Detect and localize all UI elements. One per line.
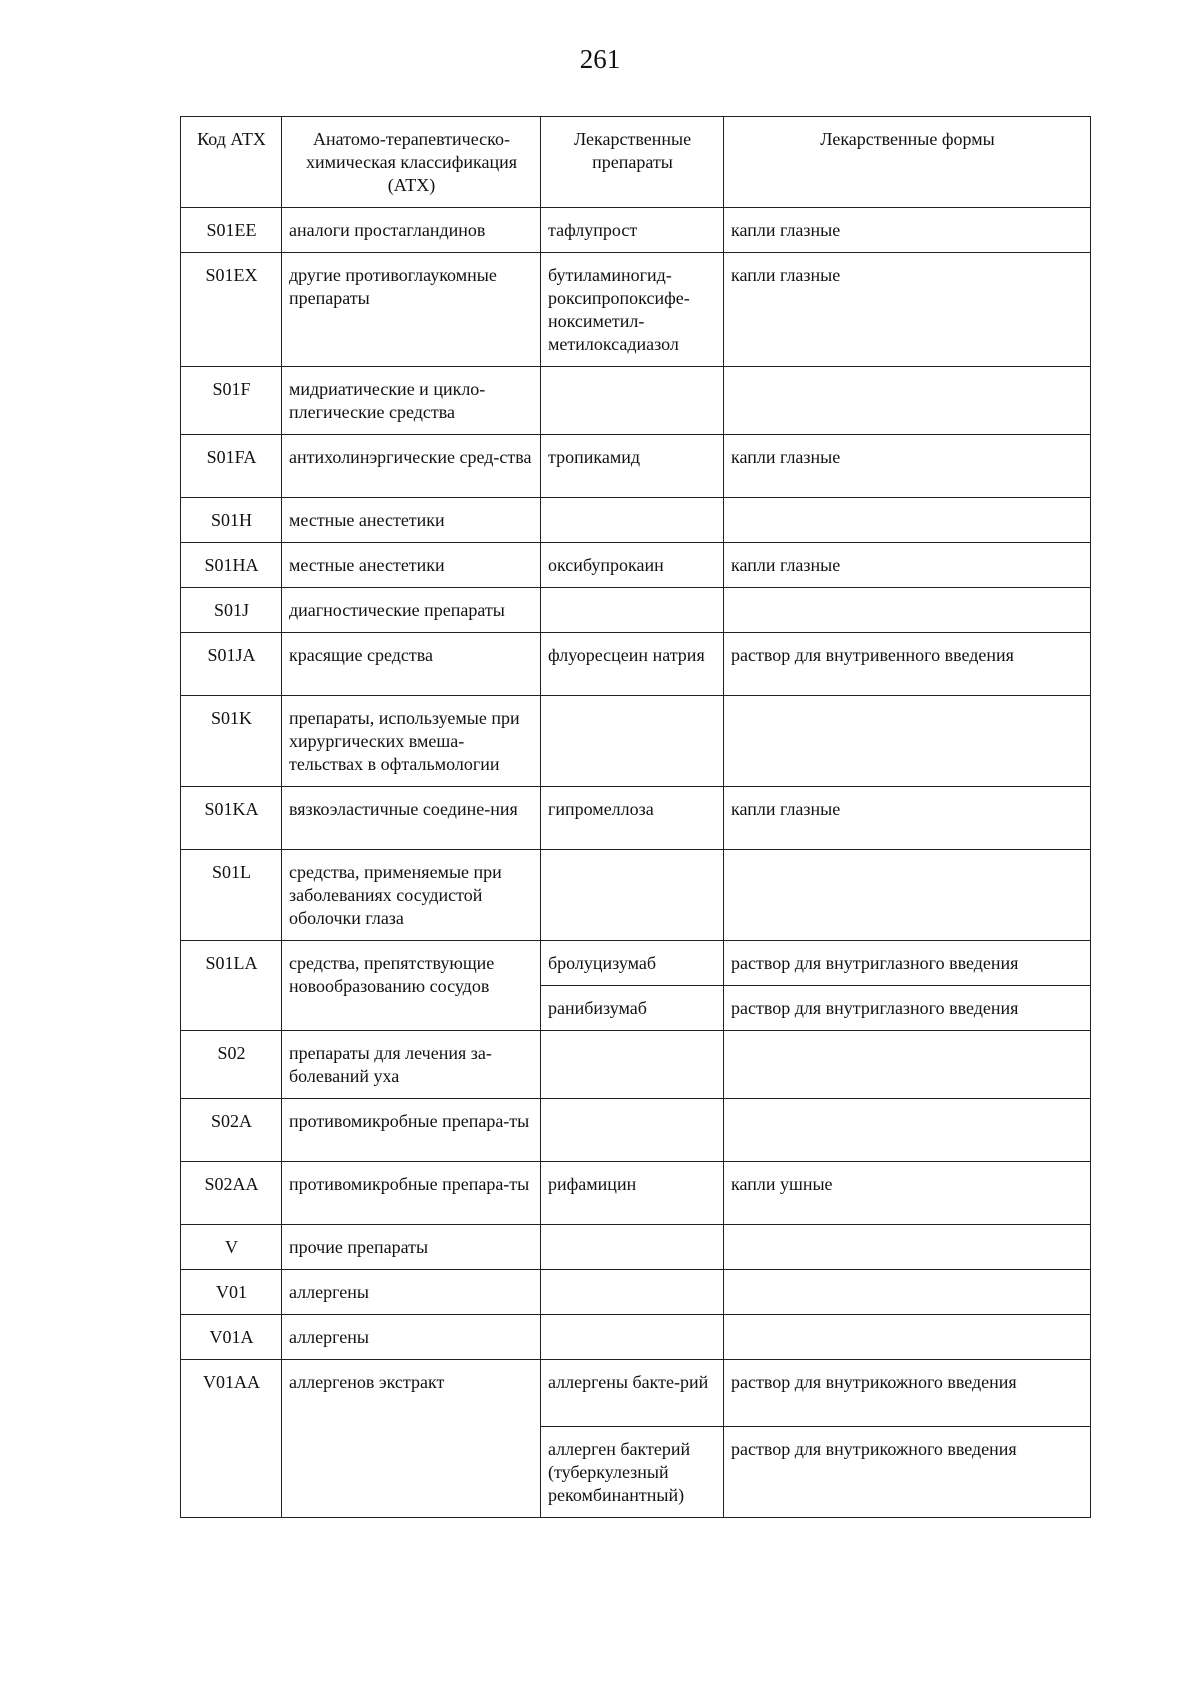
cell-drug: тропикамид xyxy=(541,435,724,498)
cell-classification: мидриатические и цикло-плегические средства xyxy=(282,367,541,435)
table-row xyxy=(181,208,1091,253)
cell-form: раствор для внутривенного введения xyxy=(724,633,1091,696)
cell-classification: другие противоглаукомные препараты xyxy=(282,253,541,367)
cell-form: капли глазные xyxy=(724,435,1091,498)
cell-code: V xyxy=(181,1225,282,1270)
header-code: Код АТХ xyxy=(181,117,282,208)
cell-classification: аллергены xyxy=(282,1315,541,1360)
cell-form xyxy=(724,1031,1091,1099)
cell-classification: диагностические препараты xyxy=(282,588,541,633)
cell-form xyxy=(724,696,1091,787)
cell-classification: противомикробные препара-ты xyxy=(282,1099,541,1162)
cell-form xyxy=(724,1270,1091,1315)
cell-drug: тафлупрост xyxy=(541,208,724,253)
cell-drug: гипромеллоза xyxy=(541,787,724,850)
cell-classification: прочие препараты xyxy=(282,1225,541,1270)
cell-drug xyxy=(541,588,724,633)
cell-code: S01L xyxy=(181,850,282,941)
cell-drug: аллерген бактерий (туберкулезный рекомбинантный) xyxy=(541,1427,724,1518)
table-row xyxy=(181,543,1091,588)
cell-classification: препараты, используемые при хирургических вмеша-тельствах в офтальмологии xyxy=(282,696,541,787)
cell-code: S02A xyxy=(181,1099,282,1162)
cell-code: S01KA xyxy=(181,787,282,850)
cell-drug: рифамицин xyxy=(541,1162,724,1225)
cell-drug xyxy=(541,367,724,435)
cell-form xyxy=(724,1315,1091,1360)
cell-form: раствор для внутриглазного введения xyxy=(724,986,1091,1031)
cell-form: капли глазные xyxy=(724,787,1091,850)
table-row xyxy=(181,1031,1091,1099)
cell-drug: бутиламиногид-роксипропоксифе-ноксиметил-метилоксадиазол xyxy=(541,253,724,367)
atc-table xyxy=(180,116,1091,1518)
cell-code: S01J xyxy=(181,588,282,633)
cell-code: S01EX xyxy=(181,253,282,367)
cell-form: капли глазные xyxy=(724,253,1091,367)
cell-form: капли глазные xyxy=(724,543,1091,588)
cell-classification: местные анестетики xyxy=(282,498,541,543)
cell-form xyxy=(724,367,1091,435)
table-row xyxy=(181,696,1091,787)
cell-code: S01EE xyxy=(181,208,282,253)
table-row xyxy=(181,850,1091,941)
cell-classification: средства, применяемые при заболеваниях сосудистой оболочки глаза xyxy=(282,850,541,941)
cell-classification: местные анестетики xyxy=(282,543,541,588)
cell-form xyxy=(724,498,1091,543)
cell-code: S01K xyxy=(181,696,282,787)
cell-classification: препараты для лечения за-болеваний уха xyxy=(282,1031,541,1099)
table-row xyxy=(181,941,1091,986)
cell-classification: противомикробные препара-ты xyxy=(282,1162,541,1225)
cell-code: V01AA xyxy=(181,1360,282,1518)
cell-form xyxy=(724,588,1091,633)
cell-form xyxy=(724,1225,1091,1270)
table-row xyxy=(181,633,1091,696)
cell-drug: флуоресцеин натрия xyxy=(541,633,724,696)
table-row xyxy=(181,1162,1091,1225)
table-row xyxy=(181,787,1091,850)
cell-drug xyxy=(541,1031,724,1099)
cell-form xyxy=(724,850,1091,941)
cell-code: S02AA xyxy=(181,1162,282,1225)
cell-code: S01FA xyxy=(181,435,282,498)
cell-code: S01F xyxy=(181,367,282,435)
header-classification: Анатомо-терапевтическо-химическая классификация (АТХ) xyxy=(282,117,541,208)
cell-code: V01A xyxy=(181,1315,282,1360)
table-row xyxy=(181,1225,1091,1270)
header-drugs: Лекарственные препараты xyxy=(541,117,724,208)
header-forms: Лекарственные формы xyxy=(724,117,1091,208)
table-row xyxy=(181,367,1091,435)
cell-drug xyxy=(541,1315,724,1360)
table-row xyxy=(181,435,1091,498)
cell-drug xyxy=(541,1099,724,1162)
table-row xyxy=(181,1315,1091,1360)
cell-classification: вязкоэластичные соедине-ния xyxy=(282,787,541,850)
table-row xyxy=(181,1360,1091,1427)
cell-code: V01 xyxy=(181,1270,282,1315)
cell-form: капли глазные xyxy=(724,208,1091,253)
cell-drug xyxy=(541,850,724,941)
cell-classification: средства, препятствующие новообразованию сосудов xyxy=(282,941,541,1031)
table-row xyxy=(181,253,1091,367)
cell-code: S01HA xyxy=(181,543,282,588)
cell-form xyxy=(724,1099,1091,1162)
cell-drug: аллергены бакте-рий xyxy=(541,1360,724,1427)
cell-form: раствор для внутрикожного введения xyxy=(724,1360,1091,1427)
cell-drug xyxy=(541,498,724,543)
page-number: 261 xyxy=(579,44,621,74)
cell-code: S01LA xyxy=(181,941,282,1031)
table-body xyxy=(181,208,1091,1518)
table-row xyxy=(181,588,1091,633)
cell-classification: красящие средства xyxy=(282,633,541,696)
cell-drug xyxy=(541,696,724,787)
cell-code: S01JA xyxy=(181,633,282,696)
cell-classification: аллергены xyxy=(282,1270,541,1315)
cell-drug: оксибупрокаин xyxy=(541,543,724,588)
cell-form: капли ушные xyxy=(724,1162,1091,1225)
cell-code: S02 xyxy=(181,1031,282,1099)
cell-classification: аллергенов экстракт xyxy=(282,1360,541,1518)
header-row xyxy=(181,117,1091,208)
cell-drug xyxy=(541,1270,724,1315)
cell-drug: ранибизумаб xyxy=(541,986,724,1031)
cell-drug: бролуцизумаб xyxy=(541,941,724,986)
cell-form: раствор для внутрикожного введения xyxy=(724,1427,1091,1518)
cell-form: раствор для внутриглазного введения xyxy=(724,941,1091,986)
cell-code: S01H xyxy=(181,498,282,543)
table-row xyxy=(181,1099,1091,1162)
table-row xyxy=(181,498,1091,543)
cell-classification: аналоги простагландинов xyxy=(282,208,541,253)
cell-classification: антихолинэргические сред-ства xyxy=(282,435,541,498)
cell-drug xyxy=(541,1225,724,1270)
table-row xyxy=(181,1270,1091,1315)
